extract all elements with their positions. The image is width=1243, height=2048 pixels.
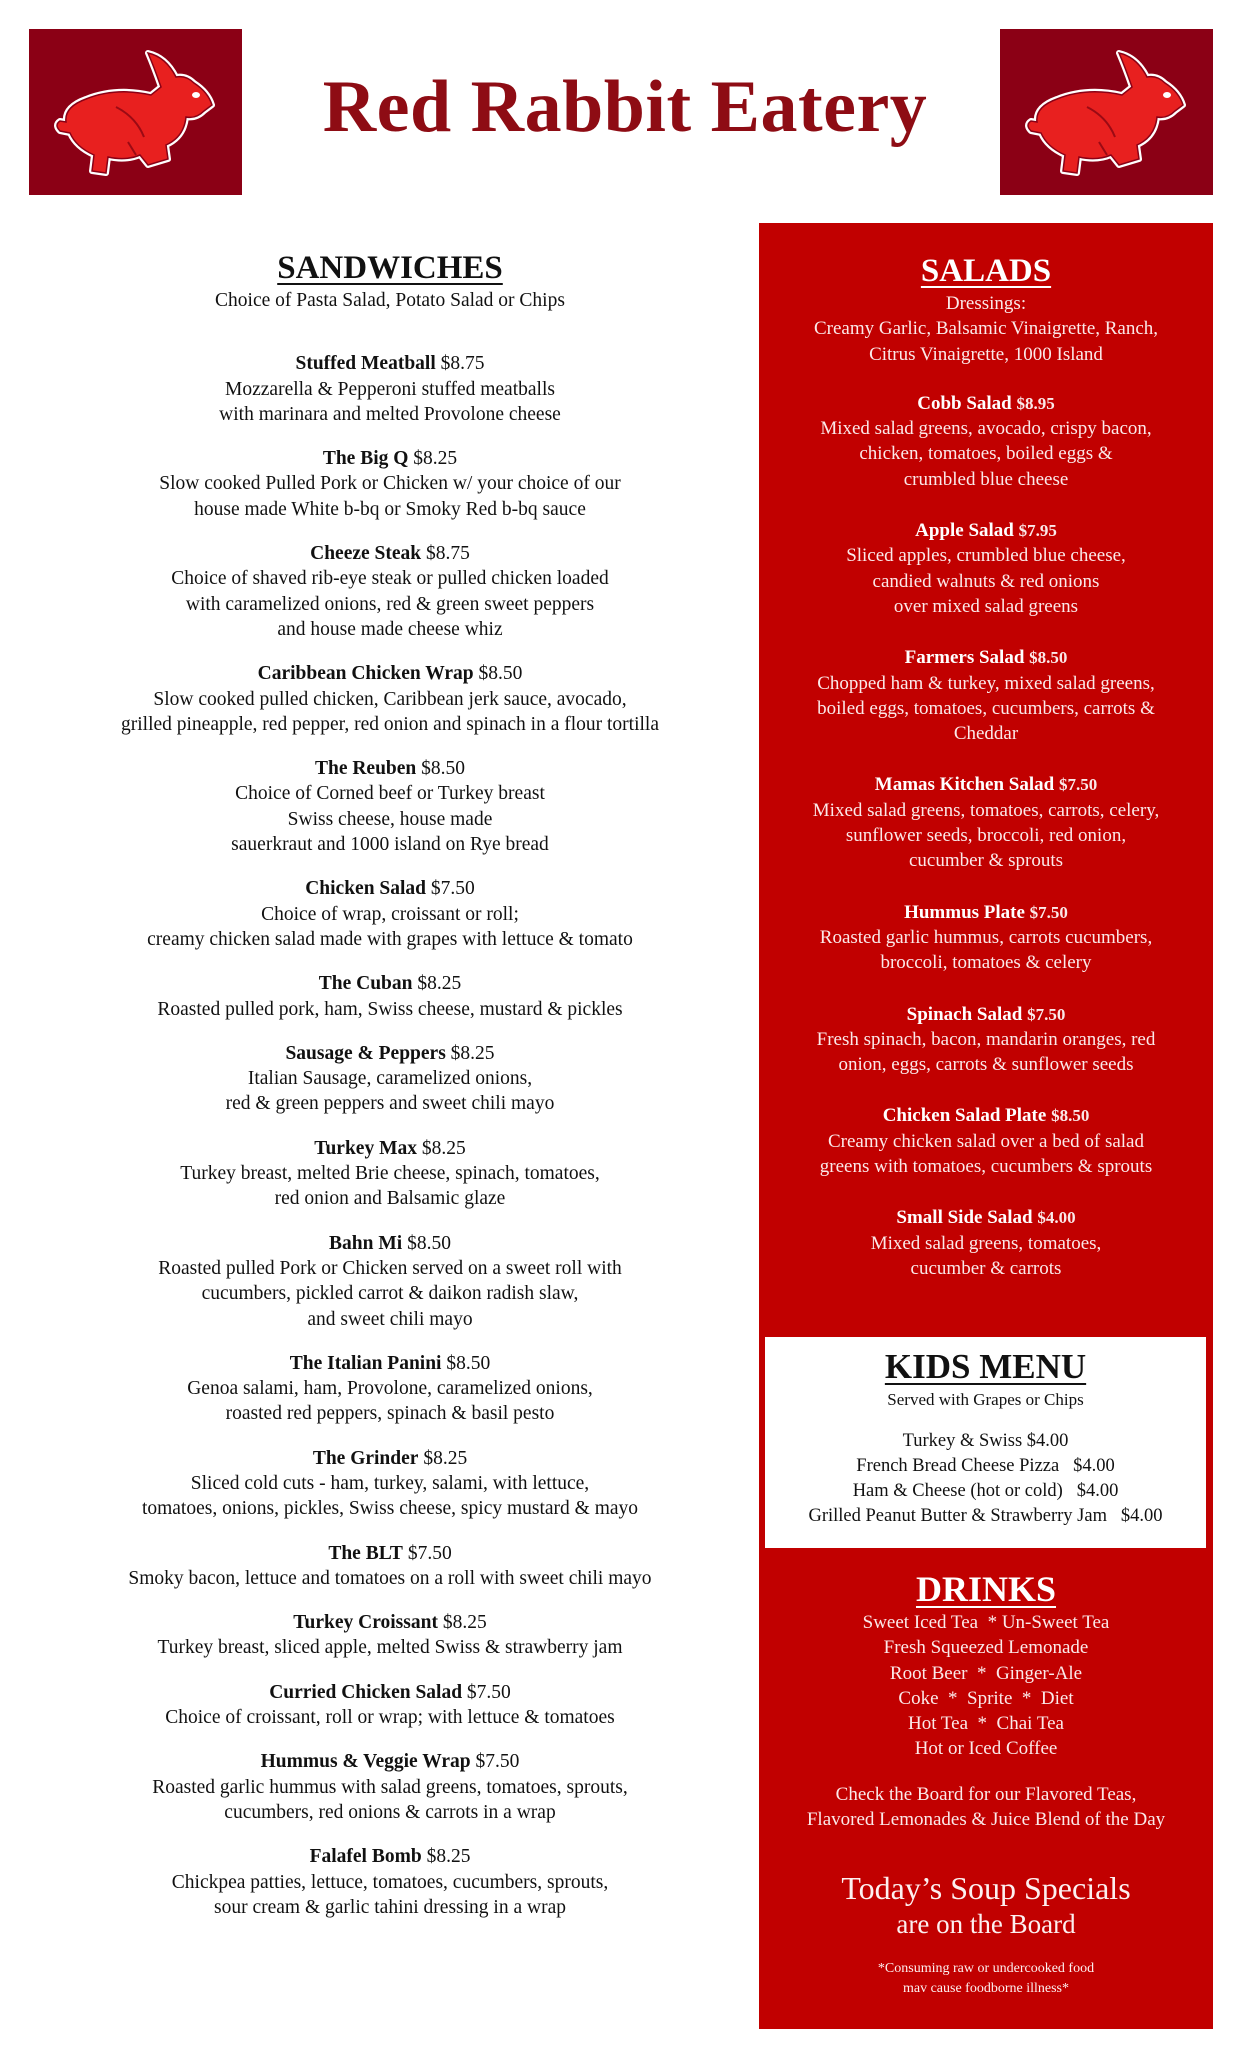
menu-item-name: Hummus Plate <box>904 901 1025 923</box>
menu-item-price: $8.25 <box>421 1137 466 1159</box>
menu-item-heading <box>40 1844 740 1869</box>
salads-heading: SALADS <box>920 253 1052 289</box>
restaurant-title: Red Rabbit Eatery <box>322 66 928 148</box>
menu-item-description: Choice of wrap, croissant or roll; <box>261 903 519 925</box>
soup-specials-title: Today’s Soup Specials <box>841 1870 1131 1906</box>
menu-item-price: $7.50 <box>466 1681 511 1703</box>
rabbit-logo-right <box>1000 29 1213 195</box>
sandwiches-heading: SANDWICHES <box>277 250 503 286</box>
menu-item-heading <box>759 645 1213 670</box>
menu-item-name: Hummus & Veggie Wrap <box>260 1751 471 1773</box>
menu-item-heading <box>40 756 740 781</box>
menu-item-description: cucumber & sprouts <box>908 850 1064 872</box>
menu-item-heading <box>40 1231 740 1256</box>
menu-item-description: Choice of shaved rib-eye steak or pulled chicken loaded <box>171 568 609 590</box>
menu-item-description: Chickpea patties, lettuce, tomatoes, cucumbers, sprouts, <box>171 1871 609 1893</box>
menu-item-description: Turkey breast, melted Brie cheese, spinach, tomatoes, <box>180 1163 600 1185</box>
menu-item-description: with caramelized onions, red & green sweet peppers <box>185 593 595 615</box>
menu-item-name: The Cuban <box>318 973 413 995</box>
menu-item <box>40 1749 740 1825</box>
kids-menu-item <box>765 1504 1206 1529</box>
menu-item-description: and house made cheese whiz <box>277 618 503 640</box>
menu-item-description: Mixed salad greens, tomatoes, carrots, celery, <box>812 799 1160 821</box>
kids-item-name: French Bread Cheese Pizza <box>856 1456 1060 1476</box>
salads-section <box>759 251 1213 1307</box>
drinks-note-line: Flavored Lemonades & Juice Blend of the Day <box>806 1809 1166 1831</box>
sandwich-list <box>40 351 740 1920</box>
menu-item-price: $8.50 <box>407 1232 451 1254</box>
menu-item-name: Bahn Mi <box>329 1232 403 1254</box>
menu-item-heading <box>40 661 740 686</box>
menu-item-description: Swiss cheese, house made <box>287 808 493 830</box>
drink-line: Root Beer * Ginger-Ale <box>889 1662 1083 1684</box>
menu-item <box>40 1351 740 1427</box>
menu-item-description: sunflower seeds, broccoli, red onion, <box>845 825 1127 847</box>
menu-item-description: Cheddar <box>953 723 1019 745</box>
menu-item-description: Sliced apples, crumbled blue cheese, <box>846 545 1126 567</box>
menu-item-name: Small Side Salad <box>896 1207 1033 1229</box>
kids-menu-heading: KIDS MENU <box>884 1347 1087 1386</box>
menu-item-heading <box>40 541 740 566</box>
menu-item-heading <box>759 1103 1213 1128</box>
menu-item-price: $8.50 <box>478 663 523 685</box>
drink-line: Fresh Squeezed Lemonade <box>883 1637 1089 1659</box>
menu-item-price: $8.25 <box>423 1447 468 1469</box>
menu-item <box>40 541 740 642</box>
menu-item-name: Curried Chicken Salad <box>269 1681 463 1703</box>
menu-item <box>759 772 1213 873</box>
menu-item-price: $8.25 <box>442 1612 487 1634</box>
menu-item-description: Slow cooked Pulled Pork or Chicken w/ your choice of our <box>159 473 621 495</box>
soup-specials-subtitle: are on the Board <box>896 1909 1076 1939</box>
menu-item-name: Mamas Kitchen Salad <box>874 774 1055 796</box>
sandwiches-section <box>40 248 740 1939</box>
kids-item-price: $4.00 <box>1120 1506 1163 1526</box>
menu-item-price: $7.50 <box>407 1542 452 1564</box>
menu-item <box>759 391 1213 492</box>
menu-item-heading <box>40 1136 740 1161</box>
dressings-label: Dressings: <box>945 293 1027 314</box>
menu-item-price: $8.75 <box>426 543 470 565</box>
menu-item-name: Sausage & Peppers <box>285 1042 446 1064</box>
menu-item-name: Chicken Salad Plate <box>882 1105 1047 1127</box>
menu-item <box>40 971 740 1022</box>
menu-item-heading <box>40 1351 740 1376</box>
kids-menu-box <box>765 1337 1206 1548</box>
menu-item-heading <box>40 876 740 901</box>
menu-item-description: Smoky bacon, lettuce and tomatoes on a roll with sweet chili mayo <box>128 1567 652 1589</box>
menu-item-description: sauerkraut and 1000 island on Rye bread <box>231 834 549 856</box>
kids-item-name: Turkey & Swiss <box>902 1431 1023 1451</box>
menu-item-price: $7.95 <box>1018 521 1057 541</box>
drinks-heading: DRINKS <box>915 1569 1057 1609</box>
kids-menu-item <box>765 1479 1206 1504</box>
red-panel <box>759 223 1213 2029</box>
menu-item-description: and sweet chili mayo <box>307 1308 473 1330</box>
menu-item-description: house made White b-bq or Smoky Red b-bq sauce <box>194 498 586 520</box>
menu-item-name: The Reuben <box>314 758 417 780</box>
menu-item-description: cucumber & carrots <box>910 1257 1062 1279</box>
menu-item-price: $8.50 <box>421 758 466 780</box>
menu-item-description: boiled eggs, tomatoes, cucumbers, carrots & <box>817 697 1155 719</box>
menu-item-price: $8.50 <box>446 1352 491 1374</box>
menu-item-name: Apple Salad <box>915 520 1014 542</box>
menu-item-heading <box>759 391 1213 416</box>
menu-item-name: Cheeze Steak <box>310 543 422 565</box>
menu-item-heading <box>759 518 1213 543</box>
menu-item-name: The BLT <box>328 1542 403 1564</box>
dressings-block <box>759 291 1213 367</box>
menu-item-description: red onion and Balsamic glaze <box>274 1188 506 1210</box>
menu-item-description: crumbled blue cheese <box>903 468 1069 490</box>
menu-item <box>40 661 740 737</box>
drinks-note <box>759 1782 1213 1833</box>
kids-list <box>765 1429 1206 1529</box>
menu-item-description: greens with tomatoes, cucumbers & sprouts <box>819 1156 1153 1178</box>
menu-item-heading <box>759 1205 1213 1230</box>
menu-item-name: Stuffed Meatball <box>295 353 436 375</box>
menu-item-heading <box>40 1041 740 1066</box>
menu-item-name: Turkey Max <box>314 1137 417 1159</box>
menu-item <box>40 1610 740 1661</box>
menu-item-description: red & green peppers and sweet chili mayo <box>225 1093 555 1115</box>
menu-item-description: Creamy chicken salad over a bed of salad <box>827 1130 1144 1152</box>
menu-item-heading <box>759 772 1213 797</box>
sandwiches-subtitle: Choice of Pasta Salad, Potato Salad or Chips <box>215 290 565 311</box>
menu-item-heading <box>40 1610 740 1635</box>
menu-item-description: over mixed salad greens <box>893 595 1079 617</box>
menu-item <box>40 1446 740 1522</box>
menu-item-name: Falafel Bomb <box>309 1846 422 1868</box>
menu-item-description: Choice of Corned beef or Turkey breast <box>235 783 545 805</box>
drink-line: Coke * Sprite * Diet <box>898 1687 1074 1709</box>
menu-item-description: Roasted pulled Pork or Chicken served on a sweet roll with <box>158 1257 622 1279</box>
menu-item <box>40 876 740 952</box>
menu-item <box>759 645 1213 746</box>
menu-item-description: Italian Sausage, caramelized onions, <box>247 1068 533 1090</box>
menu-item-heading <box>40 351 740 376</box>
menu-item <box>40 446 740 522</box>
menu-item-heading <box>759 900 1213 925</box>
menu-item-description: candied walnuts & red onions <box>872 570 1100 592</box>
salad-list <box>759 391 1213 1281</box>
menu-item <box>759 518 1213 619</box>
dressings-line: Citrus Vinaigrette, 1000 Island <box>869 343 1103 365</box>
dressings-line: Creamy Garlic, Balsamic Vinaigrette, Ranch, <box>813 318 1159 340</box>
menu-item-price: $8.25 <box>426 1846 471 1868</box>
menu-item-price: $8.75 <box>440 353 485 375</box>
menu-item-description: creamy chicken salad made with grapes with lettuce & tomato <box>147 928 633 950</box>
menu-item-price: $7.50 <box>1029 902 1068 922</box>
drinks-list <box>759 1610 1213 1762</box>
menu-item-price: $8.50 <box>1051 1106 1090 1126</box>
menu-item-name: Chicken Salad <box>305 878 427 900</box>
menu-item-heading <box>40 1680 740 1705</box>
menu-item-description: Mixed salad greens, tomatoes, <box>870 1232 1102 1254</box>
kids-menu-subtitle: Served with Grapes or Chips <box>887 1390 1084 1409</box>
kids-item-price: $4.00 <box>1026 1431 1069 1451</box>
drinks-note-line: Check the Board for our Flavored Teas, <box>835 1783 1137 1805</box>
kids-item-price: $4.00 <box>1076 1481 1119 1501</box>
disclaimer-line: mav cause foodborne illness* <box>902 1981 1069 1996</box>
drink-line: Hot Tea * Chai Tea <box>908 1713 1064 1735</box>
menu-item-description: Mozzarella & Pepperoni stuffed meatballs <box>225 378 555 400</box>
menu-item-description: Turkey breast, sliced apple, melted Swiss & strawberry jam <box>157 1637 623 1659</box>
menu-item-description: with marinara and melted Provolone cheese <box>219 403 561 425</box>
kids-item-name: Grilled Peanut Butter & Strawberry Jam <box>808 1506 1107 1526</box>
menu-item-name: Farmers Salad <box>904 647 1025 669</box>
menu-item-price: $7.50 <box>1027 1004 1066 1024</box>
kids-menu-item <box>765 1429 1206 1454</box>
menu-item-description: onion, eggs, carrots & sunflower seeds <box>838 1054 1134 1076</box>
rabbit-icon <box>1007 37 1207 187</box>
menu-item-heading <box>40 446 740 471</box>
menu-item-price: $8.95 <box>1016 393 1055 413</box>
menu-item <box>759 1205 1213 1281</box>
menu-item-price: $7.50 <box>430 878 475 900</box>
food-safety-disclaimer <box>759 1959 1213 1999</box>
menu-item-name: The Big Q <box>322 448 409 470</box>
menu-item-description: Roasted garlic hummus, carrots cucumbers, <box>819 926 1153 948</box>
menu-item-name: The Italian Panini <box>289 1352 442 1374</box>
menu-item-description: Genoa salami, ham, Provolone, caramelized onions, <box>187 1378 593 1400</box>
menu-item-description: cucumbers, red onions & carrots in a wrap <box>224 1801 556 1823</box>
menu-item-description: Roasted garlic hummus with salad greens, tomatoes, sprouts, <box>152 1776 628 1798</box>
rabbit-logo-left <box>29 29 242 195</box>
menu-item <box>40 1541 740 1592</box>
kids-item-name: Ham & Cheese (hot or cold) <box>852 1481 1063 1501</box>
menu-item-description: sour cream & garlic tahini dressing in a wrap <box>214 1896 566 1918</box>
menu-item-description: Slow cooked pulled chicken, Caribbean jerk sauce, avocado, <box>153 688 627 710</box>
kids-item-price: $4.00 <box>1073 1456 1115 1476</box>
menu-item-name: Caribbean Chicken Wrap <box>257 663 474 685</box>
menu-item-price: $7.50 <box>1058 775 1098 795</box>
menu-item-price: $8.25 <box>450 1042 495 1064</box>
menu-item-description: Sliced cold cuts - ham, turkey, salami, with lettuce, <box>190 1472 590 1494</box>
soup-specials <box>759 1869 1213 1999</box>
drink-line: Hot or Iced Coffee <box>914 1738 1058 1760</box>
menu-item-name: Spinach Salad <box>906 1003 1023 1025</box>
menu-item-description: chicken, tomatoes, boiled eggs & <box>859 443 1113 465</box>
menu-item <box>759 900 1213 976</box>
drinks-section <box>759 1568 1213 1832</box>
menu-item <box>40 351 740 427</box>
rabbit-icon <box>36 37 236 187</box>
menu-item-heading <box>40 1446 740 1471</box>
menu-item-description: broccoli, tomatoes & celery <box>880 952 1092 974</box>
menu-item-name: Cobb Salad <box>917 392 1012 414</box>
menu-item-name: Turkey Croissant <box>293 1612 438 1634</box>
menu-item <box>40 1231 740 1332</box>
kids-menu-item <box>765 1454 1206 1479</box>
menu-item-description: Fresh spinach, bacon, mandarin oranges, red <box>816 1028 1156 1050</box>
menu-item-heading <box>40 971 740 996</box>
menu-item-price: $8.25 <box>417 973 462 995</box>
menu-item-price: $8.25 <box>413 448 458 470</box>
menu-item-heading <box>40 1541 740 1566</box>
menu-item-price: $8.50 <box>1029 648 1068 668</box>
menu-item-description: cucumbers, pickled carrot & daikon radish slaw, <box>201 1283 579 1305</box>
menu-item <box>759 1103 1213 1179</box>
menu-item <box>40 1041 740 1117</box>
menu-item <box>40 1844 740 1920</box>
menu-item-description: Choice of croissant, roll or wrap; with lettuce & tomatoes <box>165 1707 615 1729</box>
menu-item-description: Roasted pulled pork, ham, Swiss cheese, mustard & pickles <box>157 998 623 1020</box>
menu-item-description: roasted red peppers, spinach & basil pesto <box>225 1403 555 1425</box>
menu-item <box>40 1136 740 1212</box>
drink-line: Sweet Iced Tea * Un-Sweet Tea <box>862 1612 1110 1633</box>
menu-item-description: Mixed salad greens, avocado, crispy bacon, <box>820 418 1152 440</box>
menu-item-description: grilled pineapple, red pepper, red onion and spinach in a flour tortilla <box>120 713 659 735</box>
menu-item <box>40 756 740 857</box>
menu-item-heading <box>40 1749 740 1774</box>
disclaimer-line: *Consuming raw or undercooked food <box>877 1961 1095 1976</box>
menu-item-price: $7.50 <box>475 1751 520 1773</box>
menu-item-price: $4.00 <box>1037 1208 1076 1228</box>
menu-item-name: The Grinder <box>312 1447 419 1469</box>
menu-item <box>759 1002 1213 1078</box>
menu-item-heading <box>759 1002 1213 1027</box>
menu-item <box>40 1680 740 1731</box>
menu-item-description: Chopped ham & turkey, mixed salad greens, <box>817 672 1155 694</box>
menu-item-description: tomatoes, onions, pickles, Swiss cheese, spicy mustard & mayo <box>141 1498 639 1520</box>
